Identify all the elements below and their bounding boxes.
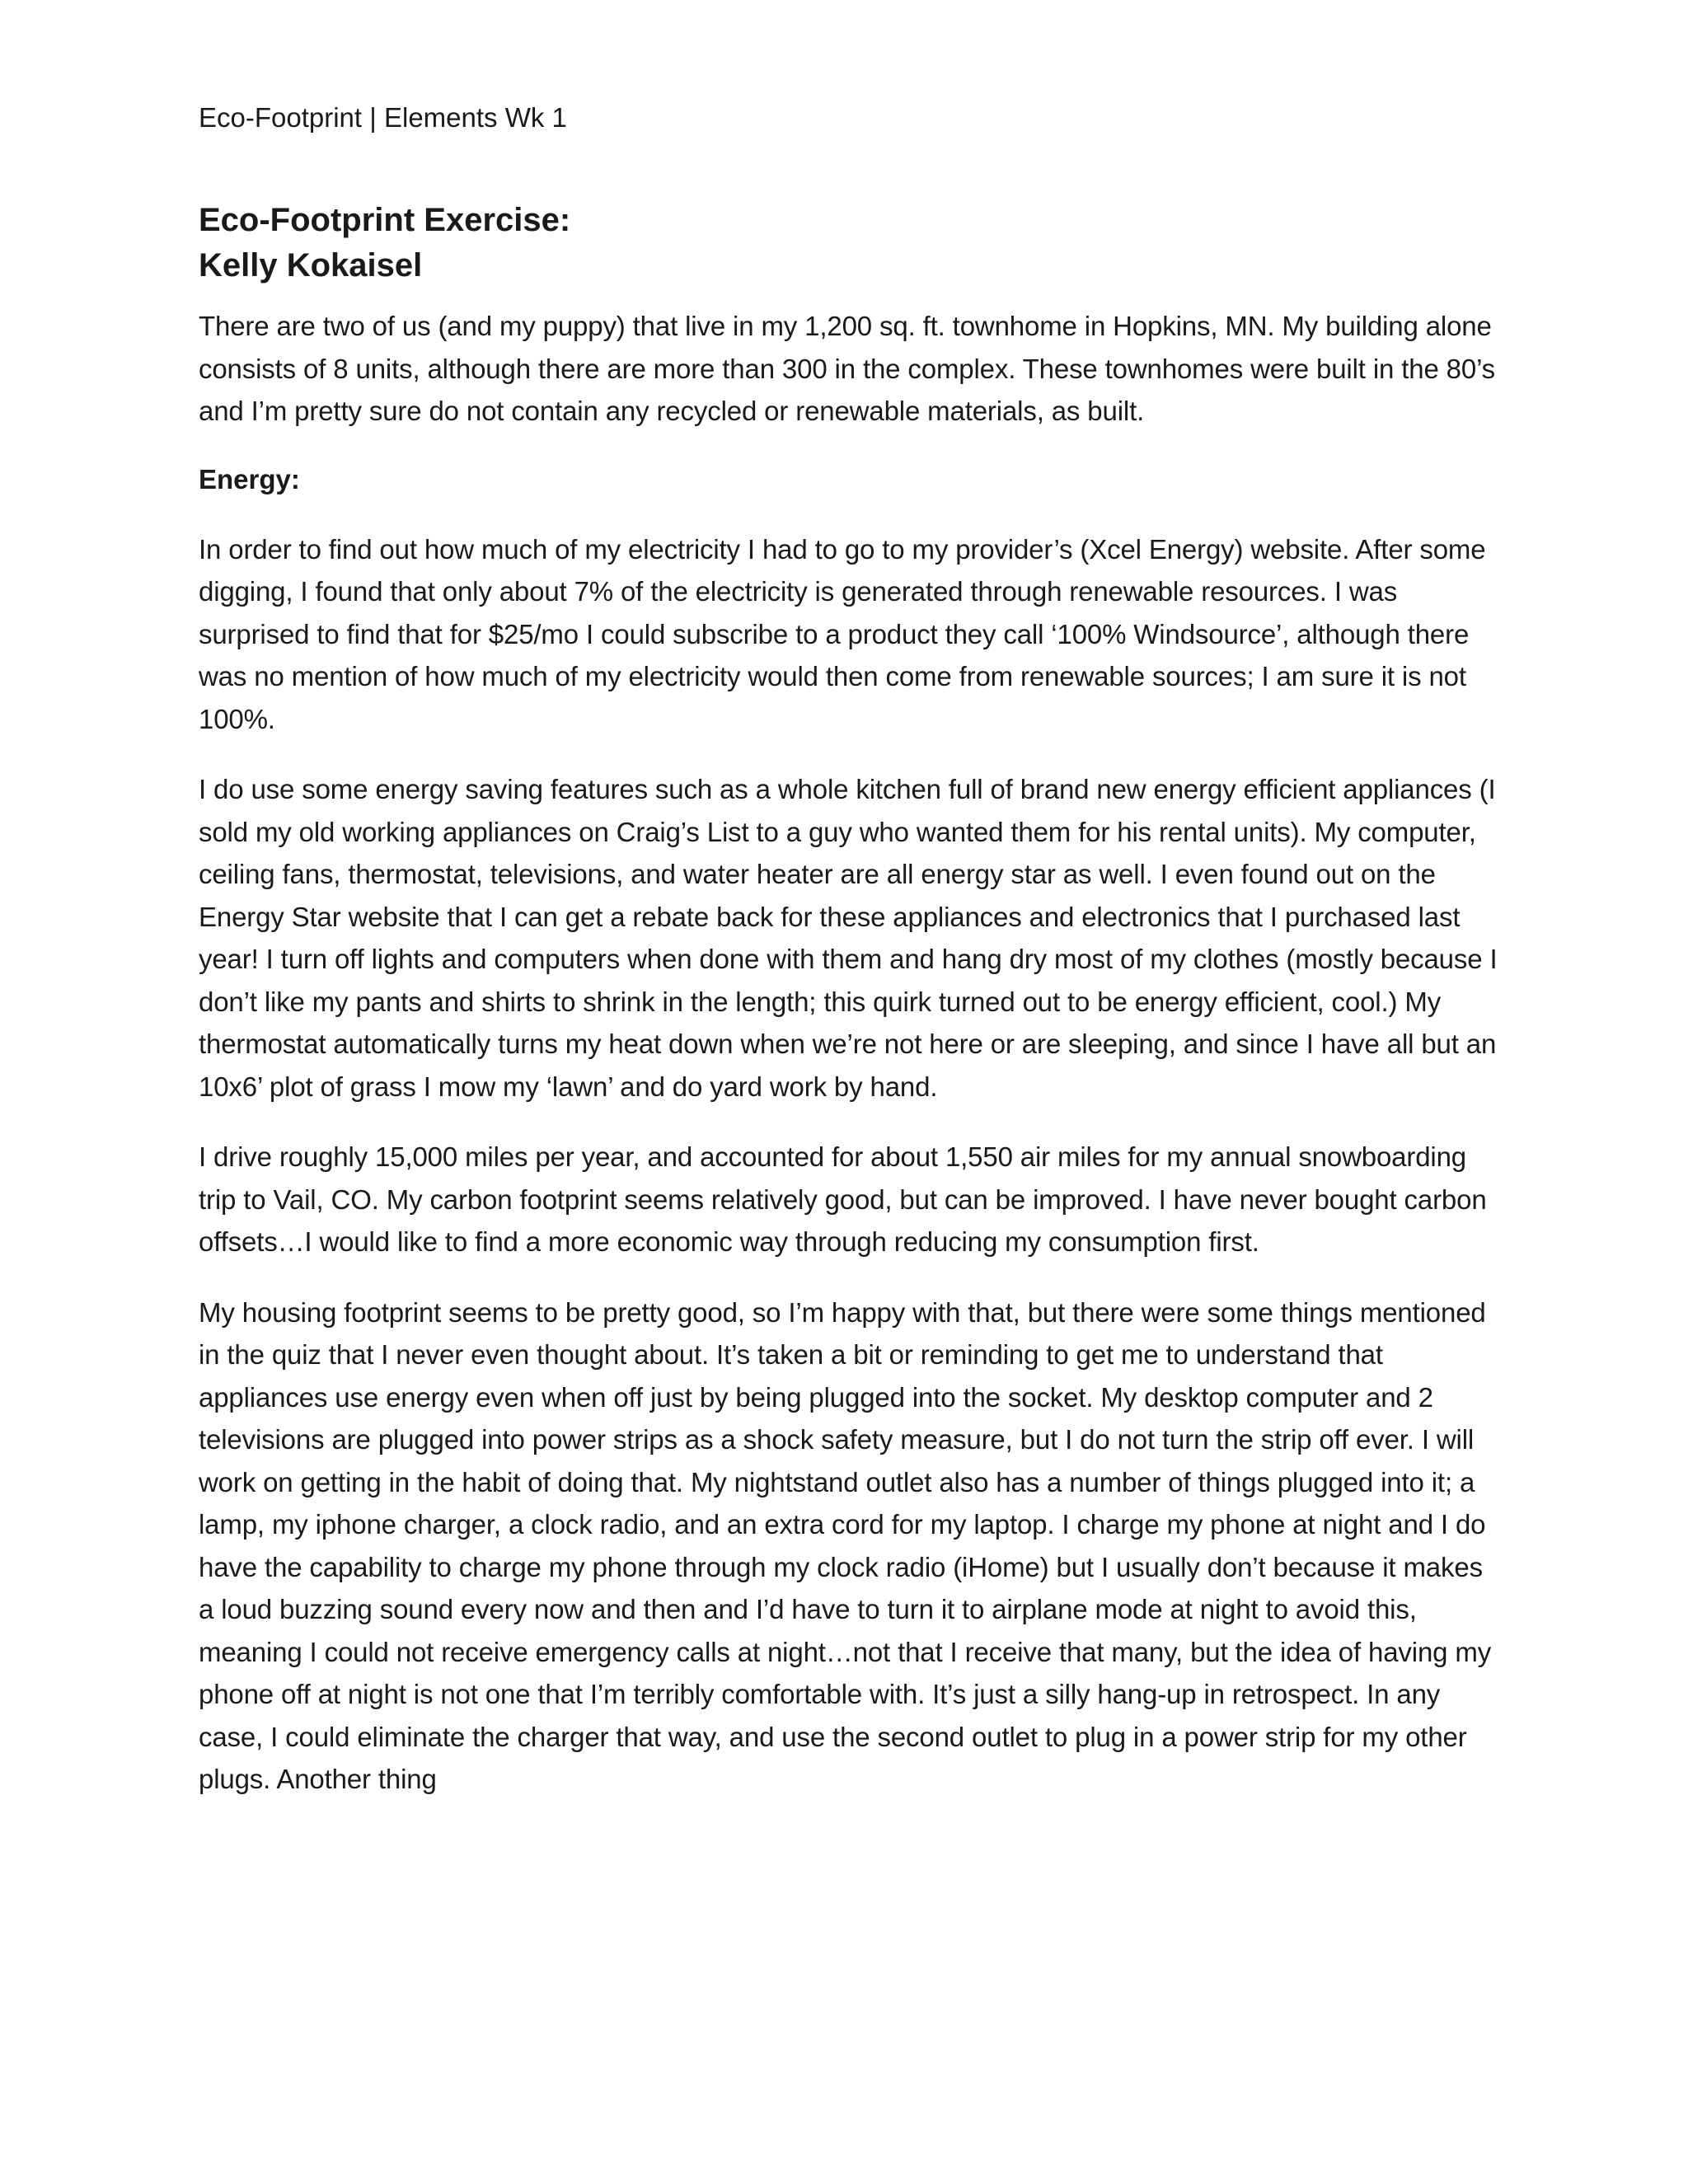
paragraph-electricity-provider: In order to find out how much of my electricity I had to go to my provider’s (Xcel Energy) website. After some digging, I found that only about 7% of the electricity is generated through renewable resources. I was surprised to find that for $25/mo I could subscribe to a product they call ‘100% Windsource’, although there was no mention of how much of my electricity would then come from renewable sources; I am sure it is not 100%. [199, 533, 1486, 734]
intro-paragraph: There are two of us (and my puppy) that live in my 1,200 sq. ft. townhome in Hopkins, MN. My building alone consists of 8 units, although there are more than 300 in the complex. These townhomes were built in the 80’s and I’m pretty sure do not contain any recycled or renewable materials, as built. [199, 311, 1496, 426]
paragraph-housing-footprint: My housing footprint seems to be pretty good, so I’m happy with that, but there were some things mentioned in the quiz that I never even thought about. It’s taken a bit or reminding to get me to understand that appliances use energy even when off just by being plugged into the socket. My desktop computer and 2 televisions are plugged into power strips as a shock safety measure, but I do not turn the strip off ever. I will work on getting in the habit of doing that. My nightstand outlet also has a number of things plugged into it; a lamp, my iphone charger, a clock radio, and an extra cord for my laptop. I charge my phone at night and I do have the capability to charge my phone through my clock radio (iHome) but I usually don’t because it makes a loud buzzing sound every now and then and I’d have to turn it to airplane mode at night to avoid this, meaning I could not receive emergency calls at night…not that I receive that many, but the idea of having my phone off at night is not one that I’m terribly comfortable with. It’s just a silly hang-up in retrospect. In any case, I could eliminate the charger that way, and use the second outlet to plug in a power strip for my other plugs. Another thing [199, 1296, 1492, 1794]
paragraph-energy-saving: I do use some energy saving features such as a whole kitchen full of brand new energy efficient appliances (I sold my old working appliances on Craig’s List to a guy who wanted them for his rental units). My computer, ceiling fans, thermostat, televisions, and water heater are all energy star as well. I even found out on the Energy Star website that I can get a rebate back for these appliances and electronics that I purchased last year! I turn off lights and computers when done with them and hang dry most of my clothes (mostly because I don’t like my pants and shirts to shrink in the length; this quirk turned out to be energy efficient, cool.) My thermostat automatically turns my heat down when we’re not here or are sleeping, and since I have all but an 10x6’ plot of grass I mow my ‘lawn’ and do yard work by hand. [199, 774, 1498, 1102]
energy-heading: Energy: [199, 463, 300, 494]
document-page [199, 97, 1501, 1801]
title-line-2: Kelly Kokaisel [199, 247, 423, 284]
paragraph-carbon-footprint: I drive roughly 15,000 miles per year, and accounted for about 1,550 air miles for my annual snowboarding trip to Vail, CO. My carbon footprint seems relatively good, but can be improved. I have never bought carbon offsets…I would like to find a more economic way through reducing my consumption first. [199, 1141, 1487, 1257]
document-title [199, 198, 1501, 288]
title-line-1: Eco-Footprint Exercise: [199, 202, 571, 238]
running-header: Eco-Footprint | Elements Wk 1 [199, 102, 567, 133]
